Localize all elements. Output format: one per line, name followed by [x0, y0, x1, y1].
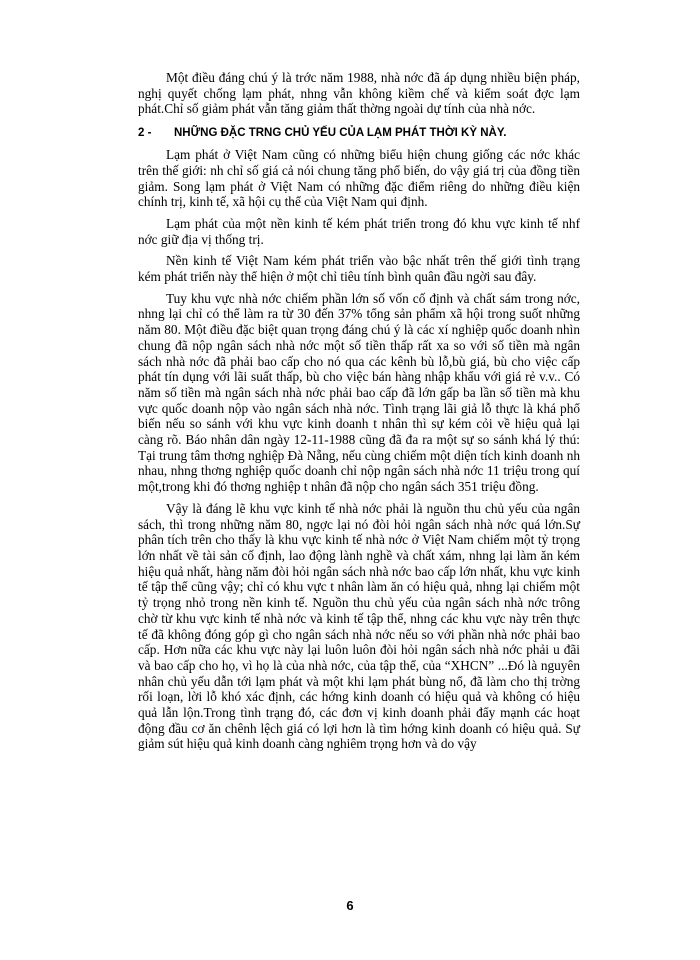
paragraph-3: Nền kinh tế Việt Nam kém phát triển vào bậc nhất trên thế giới tình trạng kém phát triển này thể hiện ở một chỉ tiêu tính bình quân đầu ngời sau đây. — [138, 253, 580, 285]
page-number: 6 — [346, 898, 354, 913]
paragraph-2: Lạm phát của một nền kinh tế kém phát triển trong đó khu vực kinh tế nhf nớc giữ địa vị thống trị. — [138, 215, 580, 247]
paragraph-1: Lạm phát ở Việt Nam cũng có những biểu hiện chung giống các nớc khác trên thế giới: nh chỉ số giá cả nói chung tăng phổ biến, do vậy giá trị của đồng tiền giảm. Song lạm phát ở Việt Nam có những đặc điểm riêng do những điều kiện chính trị, kinh tế, xã hội cụ thể của Việt Nam qui định. — [138, 147, 580, 210]
paragraph-4: Tuy khu vực nhà nớc chiếm phần lớn số vốn cố định và chất sám trong nớc, nhng lại chỉ có thể làm ra từ 30 đến 37% tổng sản phẩm xã hội trong suốt những năm 80. Một điều đặc biệt quan trọng đáng chú ý là các xí nghiệp quốc doanh nhìn chung đã nộp ngân sách nhà nớc một số tiền thấp rất xa so với số tiền mà ngân sách nhà nớc đã phải bao cấp cho nó qua các kênh bù lỗ,bù giá, bù cho việc cấp phát tín dụng với lãi suất thấp, bù cho việc bán hàng nhập khẩu với giá rẻ v.v.. Có năm số tiền mà ngân sách nhà nớc phải bao cấp đã lớn gấp ba lần số tiền mà khu vực quốc doanh nộp vào ngân sách nhà nớc. Tình trạng lãi giả lỗ thực là khá phổ biến nếu so sánh với khu vực kinh doanh t nhân thì sự kém cỏi về hiệu quả lại càng rõ. Báo nhân dân ngày 12-11-1988 cũng đã đa ra một sự so sánh khá lý thú: Tại trung tâm thơng nghiệp Đà Nẵng, nếu cùng chiếm một diện tích kinh doanh nh nhau, nhng thơng nghiệp quốc doanh chỉ nộp ngân sách nhà nớc 11 triệu trong quí một,trong khi đó thơng nghiệp t nhân đã nộp cho ngân sách 351 triệu đồng. — [138, 290, 580, 495]
section-heading — [138, 125, 580, 141]
paragraph-intro: Một điều đáng chú ý là trớc năm 1988, nhà nớc đã áp dụng nhiều biện pháp, nghị quyết chống lạm phát, nhng vẫn không kiềm chế và kiểm soát đợc lạm phát.Chỉ số giảm phát vẫn tăng giảm thất thờng ngoài dự tính của nhà nớc. — [138, 70, 580, 117]
paragraph-5: Vậy là đáng lẽ khu vực kinh tế nhà nớc phải là nguồn thu chủ yếu của ngân sách, thì trong những năm 80, ngợc lại nó đòi hỏi ngân sách nhà nớc quá lớn.Sự phân tích trên cho thấy là khu vực kinh tế nhà nớc ở Việt Nam chiếm một tỷ trọng lớn nhất về tài sản cố định, lao động lành nghề và chất xám, nhng lại làm ăn kém hiệu quả nhất, hàng năm đòi hỏi ngân sách nhà nớc bao cấp lớn nhất, khu vực kinh tế tập thể cũng vậy; chỉ có khu vực t nhân làm ăn có hiệu quả, nhng lại chiếm một tỷ trọng nhỏ trong nền kinh tế. Nguồn thu chủ yếu của ngân sách nhà nớc trông chờ từ khu vực kinh tế nhà nớc và kinh tế tập thể, nhng các khu vực này trên thực tế đã không đóng góp gì cho ngân sách nhà nớc nếu so với phần nhà nớc phải bao cấp. Hơn nữa các khu vực này lại luôn luôn đòi hỏi ngân sách nhà nớc phải u đãi và bao cấp cho họ, vì họ là của nhà nớc, của tập thể, của “XHCN” ...Đó là nguyên nhân chủ yếu dẫn tới lạm phát và một khi lạm phát bùng nổ, đã làm cho thị trờng rối loạn, lời lỗ khó xác định, các hớng kinh doanh có hiệu quả và không có hiệu quả lẫn lộn.Trong tình trạng đó, các đơn vị kinh doanh phải đẩy mạnh các hoạt động đầu cơ ăn chênh lệch giá có lợi hơn là tìm hớng kinh doanh có hiệu quả. Sự giảm sút hiệu quả kinh doanh càng nghiêm trọng hơn và do vậy — [138, 500, 580, 752]
section-number: 2 - — [138, 127, 152, 140]
section-title: NHỮNG ĐẶC TRNG CHỦ YẾU CỦA LẠM PHÁT THỜI KỲ NÀY. — [174, 127, 507, 140]
document-body — [138, 70, 580, 758]
